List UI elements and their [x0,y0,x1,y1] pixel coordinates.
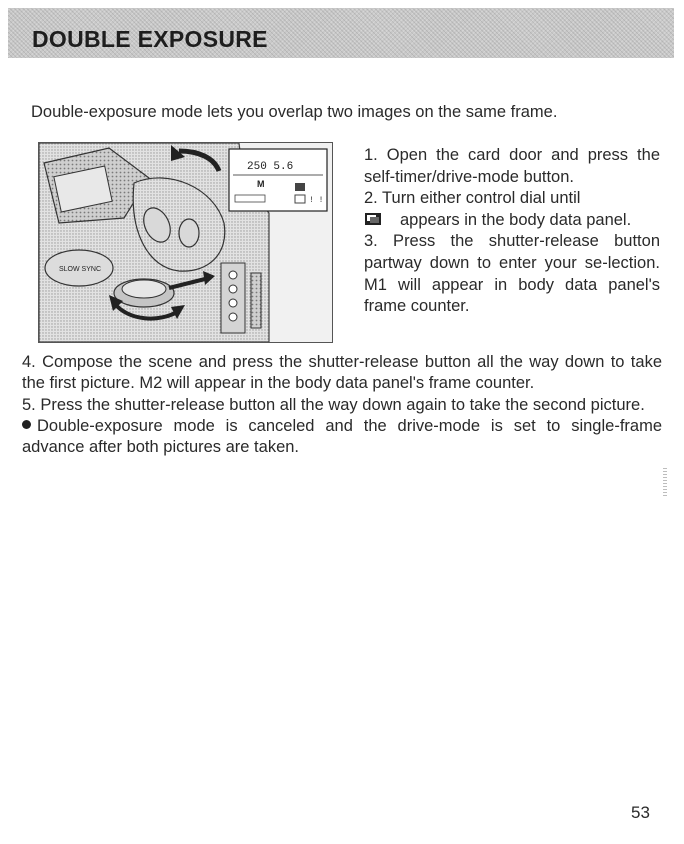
step-5: 5. Press the shutter-release button all the way down again to take the second picture. [22,395,645,414]
page-number: 53 [631,803,650,822]
step-1: 1. Open the card door and press the self-timer/drive-mode button. [364,146,660,186]
svg-text:! !: ! ! [309,196,324,205]
margin-mark [663,468,667,496]
note-paragraph [22,416,662,459]
page-title: DOUBLE EXPOSURE [32,26,268,52]
drive-mode-button [179,219,199,247]
bullet-icon [22,420,31,429]
camera-drawing [39,143,332,342]
step-2-prefix: 2. Turn either control dial until [364,189,581,208]
double-exposure-icon [364,212,382,226]
step-2-suffix: appears in the body data panel. [400,210,632,229]
step-4: 4. Compose the scene and press the shutter-release button all the way down to take the first picture. M2 will appear in the body data panel's frame counter. [22,353,662,393]
step-3: 3. Press the shutter-release button partway down to enter your se-lection. M1 will appear in body data panel's frame counter. [364,232,660,316]
steps-column [364,145,660,318]
step-2 [364,188,660,231]
intro-paragraph: Double-exposure mode lets you overlap two images on the same frame. [31,103,558,121]
camera-illustration [38,142,333,343]
lcd-readout: 250 5.6 [247,161,294,173]
dial-label: SLOW SYNC [59,266,102,273]
body-text [22,352,662,458]
note-text: Double-exposure mode is canceled and the drive-mode is set to single-frame advance after both pictures are taken. [22,416,662,457]
lcd-mode: M [257,179,265,189]
